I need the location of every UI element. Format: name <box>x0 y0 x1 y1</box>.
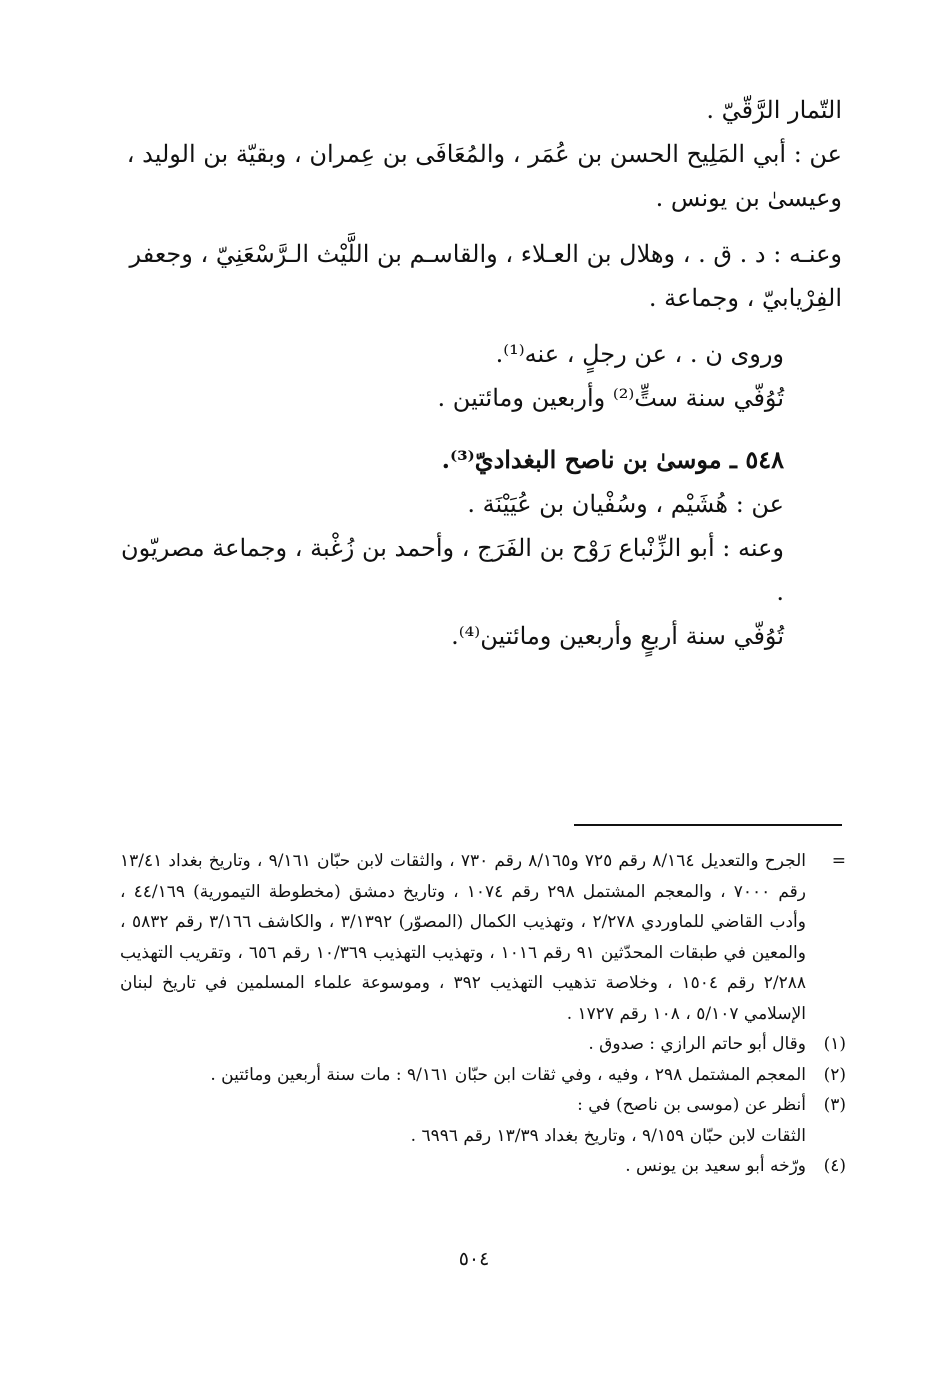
page-number: ٥٠٤ <box>458 1248 490 1270</box>
main-text <box>120 88 842 658</box>
footnote <box>120 1090 846 1121</box>
footnote-text: أنظر عن (موسى بن ناصح) في : <box>577 1095 806 1115</box>
footnote <box>120 1029 846 1060</box>
footnote-continued <box>120 846 846 1029</box>
footnote-separator <box>574 824 842 826</box>
footnote-text: الجرح والتعديل ٨/١٦٤ رقم ٧٢٥ و٨/١٦٥ رقم ٧٣٠ ، والثقات لابن حبّان ٩/١٦١ ، وتاريخ بغداد ١٣/٤١ رقم ٧٠٠٠ ، والمعجم المشتمل ٢٩٨ رقم ١٠٧٤ ، وتاريخ دمشق (مخطوطة التيمورية) ٤٤/١٦٩ ، وأدب القاضي للماوردي ٢/٢٧٨ ، وتهذيب الكمال (المصوّر) ٣/١٣٩٢ ، والكاشف ٣/١٦٦ رقم ٥٨٣٢ ، والمعين في طبقات المحدّثين ٩١ رقم ١٠١٦ ، وتهذيب التهذيب ١٠/٣٦٩ رقم ٦٥٦ ، وتقريب التهذيب ٢/٢٨٨ رقم ١٥٠٤ ، وخلاصة تذهيب التهذيب ٣٩٢ ، وموسوعة علماء المسلمين في تاريخ لبنان الإسلامي ٥/١٠٧ ، ١٠٨ رقم ١٧٢٧ . <box>120 851 807 1024</box>
text-line: وعنـه : د . ق . ، وهلال بن العـلاء ، والقاسـم بن اللَّيْث الـرَّسْعَنِيّ ، وجعفر <box>129 240 842 268</box>
text-line: عن : أبي المَلِيح الحسن بن عُمَر ، والمُعَافَى بن عِمران ، وبقيّة بن الوليد ، <box>126 140 842 168</box>
death-line: تُوُفّي سنة ستٍّ⁽²⁾ وأربعين ومائتين . <box>437 384 784 412</box>
text-line: وعيسىٰ بن يونس . <box>655 184 842 212</box>
entry-heading: ٥٤٨ ـ موسىٰ بن ناصح البغداديّ⁽³⁾. <box>441 445 784 474</box>
death-line: تُوُفّي سنة أربعٍ وأربعين ومائتين⁽⁴⁾. <box>451 622 784 650</box>
footnote <box>120 1151 846 1182</box>
footnote-text: ورّخه أبو سعيد بن يونس . <box>625 1156 806 1176</box>
footnote-text: المعجم المشتمل ٢٩٨ ، وفيه ، وفي ثقات ابن حبّان ٩/١٦١ : مات سنة أربعين ومائتين . <box>210 1064 806 1085</box>
footnotes <box>120 846 846 1182</box>
entry-students: وعنه : أبو الزِّنْباع رَوْح بن الفَرَج ، وأحمد بن زُغْبة ، وجماعة مصريّون . <box>121 534 784 606</box>
footnote-continuation: الثقات لابن حبّان ٩/١٥٩ ، وتاريخ بغداد ١٣/٣٩ رقم ٦٩٩٦ . <box>410 1125 806 1146</box>
text-line: الفِرْيابيّ ، وجماعة . <box>648 284 842 312</box>
footnote-number: (٣) <box>823 1095 846 1115</box>
footnote-number: (٢) <box>823 1064 846 1085</box>
text-line: التّمار الرَّقّيّ . <box>706 96 842 124</box>
riwaya-line: وروى ن . ، عن رجلٍ ، عنه⁽¹⁾. <box>495 340 784 368</box>
footnote-text: وقال أبو حاتم الرازي : صدوق . <box>588 1034 806 1054</box>
entry-teachers: عن : هُشَيْم ، وسُفْيان بن عُيَيْنَة . <box>467 490 784 518</box>
footnote-number: (١) <box>823 1034 846 1054</box>
footnote-number: (٤) <box>823 1156 846 1176</box>
footnote <box>120 1060 846 1091</box>
footnote-continuation-marker: = <box>831 851 846 871</box>
